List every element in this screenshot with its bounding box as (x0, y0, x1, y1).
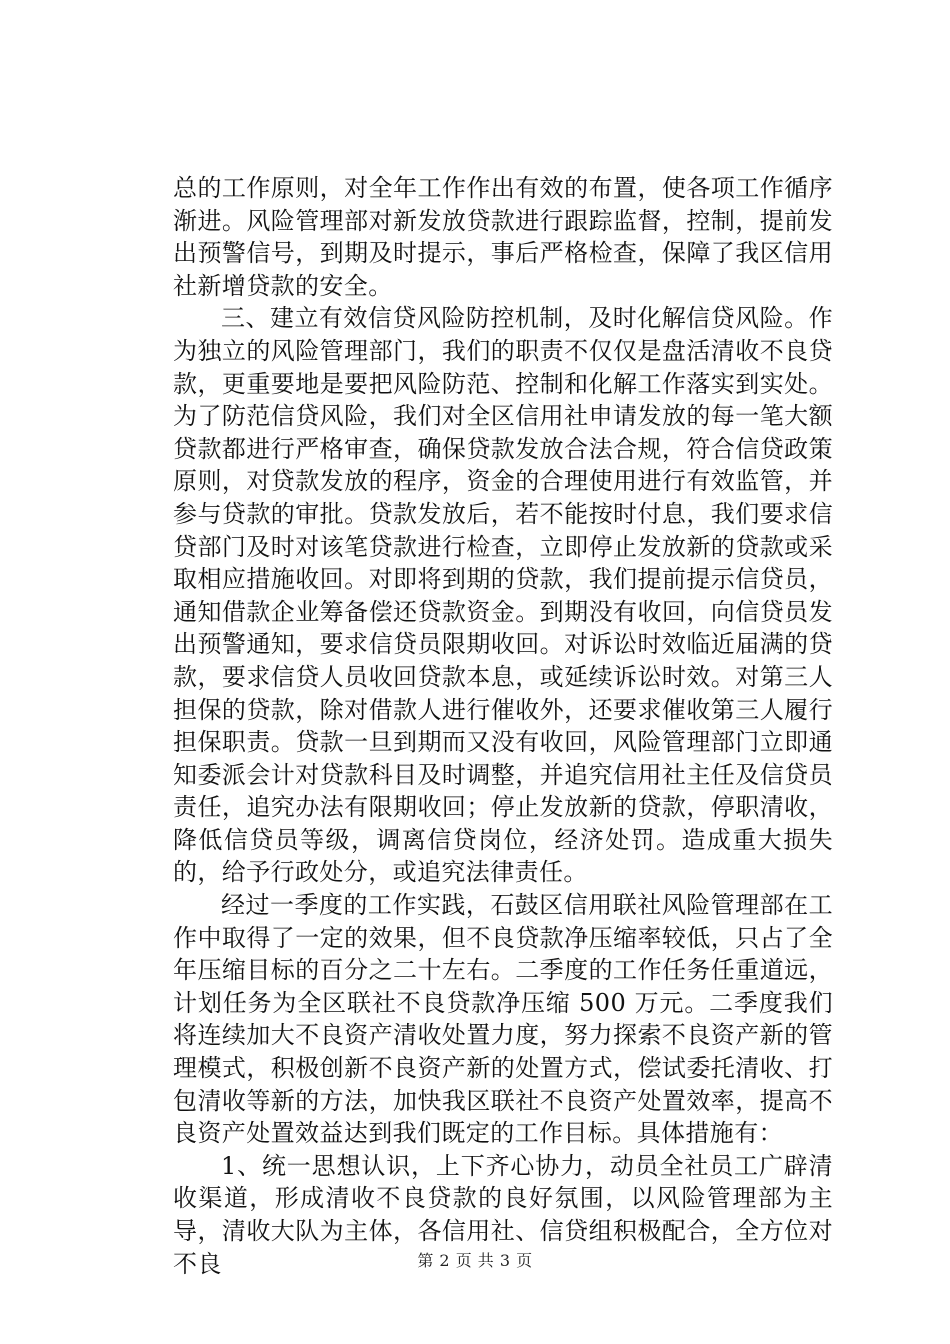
document-body (173, 172, 833, 1280)
paragraph-quarter-review: 经过一季度的工作实践，石鼓区信用联社风险管理部在工作中取得了一定的效果，但不良贷款净压缩率较低，只占了全年压缩目标的百分之二十左右。二季度的工作任务任重道远，计划任务为全区联社不良贷款净压缩 500 万元。二季度我们将连续加大不良资产清收处置力度，努力探索不良资产新的管理模式，积极创新不良资产新的处置方式，偿试委托清收、打包清收等新的方法，加快我区联社不良资产处置效率，提高不良资产处置效益达到我们既定的工作目标。具体措施有： (173, 891, 833, 1148)
paragraph-measure-1: 1、统一思想认识，上下齐心协力，动员全社员工广辟清收渠道，形成清收不良贷款的良好氛围，以风险管理部为主导，清收大队为主体，各信用社、信贷组积极配合，全方位对不良 (173, 1151, 833, 1278)
paragraph-risk-control: 三、建立有效信贷风险防控机制，及时化解信贷风险。作为独立的风险管理部门，我们的职责不仅仅是盘活清收不良贷款，更重要地是要把风险防范、控制和化解工作落实到实处。为了防范信贷风险，我们对全区信用社申请发放的每一笔大额贷款都进行严格审查，确保贷款发放合法合规，符合信贷政策原则，对贷款发放的程序，资金的合理使用进行有效监管，并参与贷款的审批。贷款发放后，若不能按时付息，我们要求信贷部门及时对该笔贷款进行检查，立即停止发放新的贷款或采取相应措施收回。对即将到期的贷款，我们提前提示信贷员，通知借款企业筹备偿还贷款资金。到期没有收回，向信贷员发出预警通知，要求信贷员限期收回。对诉讼时效临近届满的贷款，要求信贷人员收回贷款本息，或延续诉讼时效。对第三人担保的贷款，除对借款人进行催收外，还要求催收第三人履行担保职责。贷款一旦到期而又没有收回，风险管理部门立即通知委派会计对贷款科目及时调整，并追究信用社主任及信贷员责任，追究办法有限期收回；停止发放新的贷款，停职清收，降低信贷员等级，调离信贷岗位，经济处罚。造成重大损失的，给予行政处分，或追究法律责任。 (173, 304, 833, 887)
page-number-footer: 第 2 页 共 3 页 (417, 1251, 533, 1270)
paragraph-continuation: 总的工作原则，对全年工作作出有效的布置，使各项工作循序渐进。风险管理部对新发放贷款进行跟踪监督，控制，提前发出预警信号，到期及时提示，事后严格检查，保障了我区信用社新增贷款的安全。 (173, 174, 833, 300)
